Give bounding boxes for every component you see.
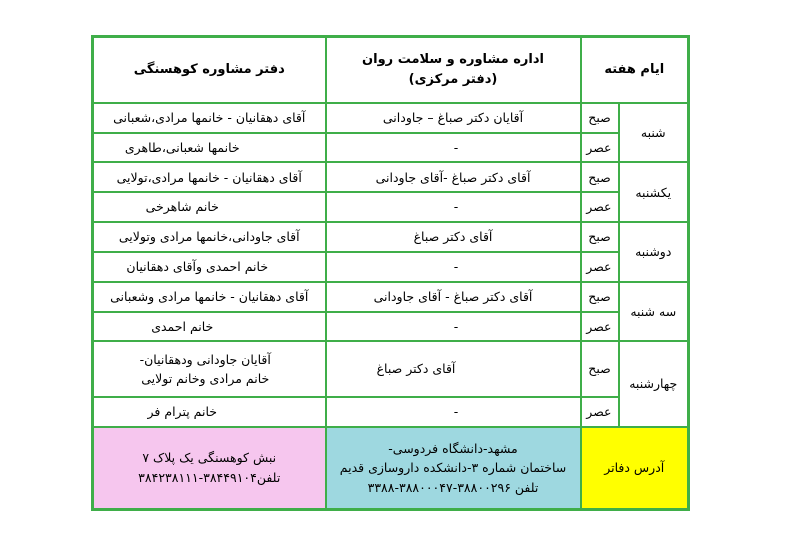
center-cell: - [326,133,581,163]
center-cell: آقای دکتر صباغ - آقای جاودانی [326,282,581,312]
header-row [93,37,689,103]
slot-cell: صبح [581,222,619,252]
kuhsangi-cell: خانمها شعبانی،طاهری [93,133,326,163]
table-row [93,282,689,312]
kuhsangi-line: آقایان جاودانی ودهقانیان- [139,351,271,367]
header-center-line1: اداره مشاوره و سلامت روان [362,51,544,67]
address-center-line: ساختمان شماره ۳-دانشکده داروسازی قدیم [339,460,567,476]
address-center [326,427,581,510]
day-cell: یکشنبه [619,162,689,222]
slot-cell: صبح [581,162,619,192]
kuhsangi-cell: خانم احمدی وآقای دهقانیان [93,252,326,282]
table-row [93,103,689,133]
table-row [93,222,689,252]
table-row [93,162,689,192]
address-row [93,427,689,510]
kuhsangi-cell: خانم شاهرخی [93,192,326,222]
day-cell: سه شنبه [619,282,689,342]
kuhsangi-cell: آقای دهقانیان - خانمها مرادی وشعبانی [93,282,326,312]
address-center-line: تلفن ۳۸۸۰۰۲۹۶-۳۸۸۰۰۰۴۷-۳۳۸۸ [367,479,539,495]
header-kuhsangi: دفتر مشاوره کوهسنگی [93,37,326,103]
slot-cell: عصر [581,252,619,282]
slot-cell: عصر [581,192,619,222]
center-cell: آقای دکتر صباغ [326,222,581,252]
address-kuhsangi [93,427,326,510]
address-label: آدرس دفاتر [581,427,689,510]
slot-cell: عصر [581,312,619,342]
center-cell: - [326,192,581,222]
schedule-table [91,35,690,511]
kuhsangi-cell: آقای دهقانیان - خانمها مرادی،شعبانی [93,103,326,133]
address-center-line: مشهد-دانشگاه فردوسی- [388,440,518,456]
slot-cell: عصر [581,397,619,427]
header-center-line2: (دفتر مرکزی) [408,71,498,87]
slot-cell: صبح [581,282,619,312]
kuhsangi-cell: آقای جاودانی،خانمها مرادی وتولایی [93,222,326,252]
address-kuhsangi-line: نبش کوهسنگی یک پلاک ۷ [142,450,277,466]
day-cell: شنبه [619,103,689,163]
kuhsangi-cell: آقای دهقانیان - خانمها مرادی،تولایی [93,162,326,192]
slot-cell: صبح [581,341,619,397]
center-cell: - [326,397,581,427]
slot-cell: صبح [581,103,619,133]
center-cell: آقایان دکتر صباغ – جاودانی [326,103,581,133]
table-row [93,312,689,342]
center-cell: آقای دکتر صباغ -آقای جاودانی [326,162,581,192]
header-days: ایام هفته [581,37,689,103]
center-cell: آقای دکتر صباغ [326,341,581,397]
table-row [93,397,689,427]
address-kuhsangi-line: تلفن۳۸۴۴۹۱۰۴-۳۸۴۲۳۸۱۱۱ [138,469,281,485]
center-cell: - [326,252,581,282]
kuhsangi-cell: خانم پترام فر [93,397,326,427]
table-row [93,133,689,163]
table-row [93,252,689,282]
day-cell: چهارشنبه [619,341,689,426]
table-row [93,192,689,222]
day-cell: دوشنبه [619,222,689,282]
kuhsangi-cell [93,341,326,397]
center-cell: - [326,312,581,342]
header-center [326,37,581,103]
kuhsangi-line: خانم مرادی وخانم تولایی [141,371,270,387]
slot-cell: عصر [581,133,619,163]
kuhsangi-cell: خانم احمدی [93,312,326,342]
table-row [93,341,689,397]
